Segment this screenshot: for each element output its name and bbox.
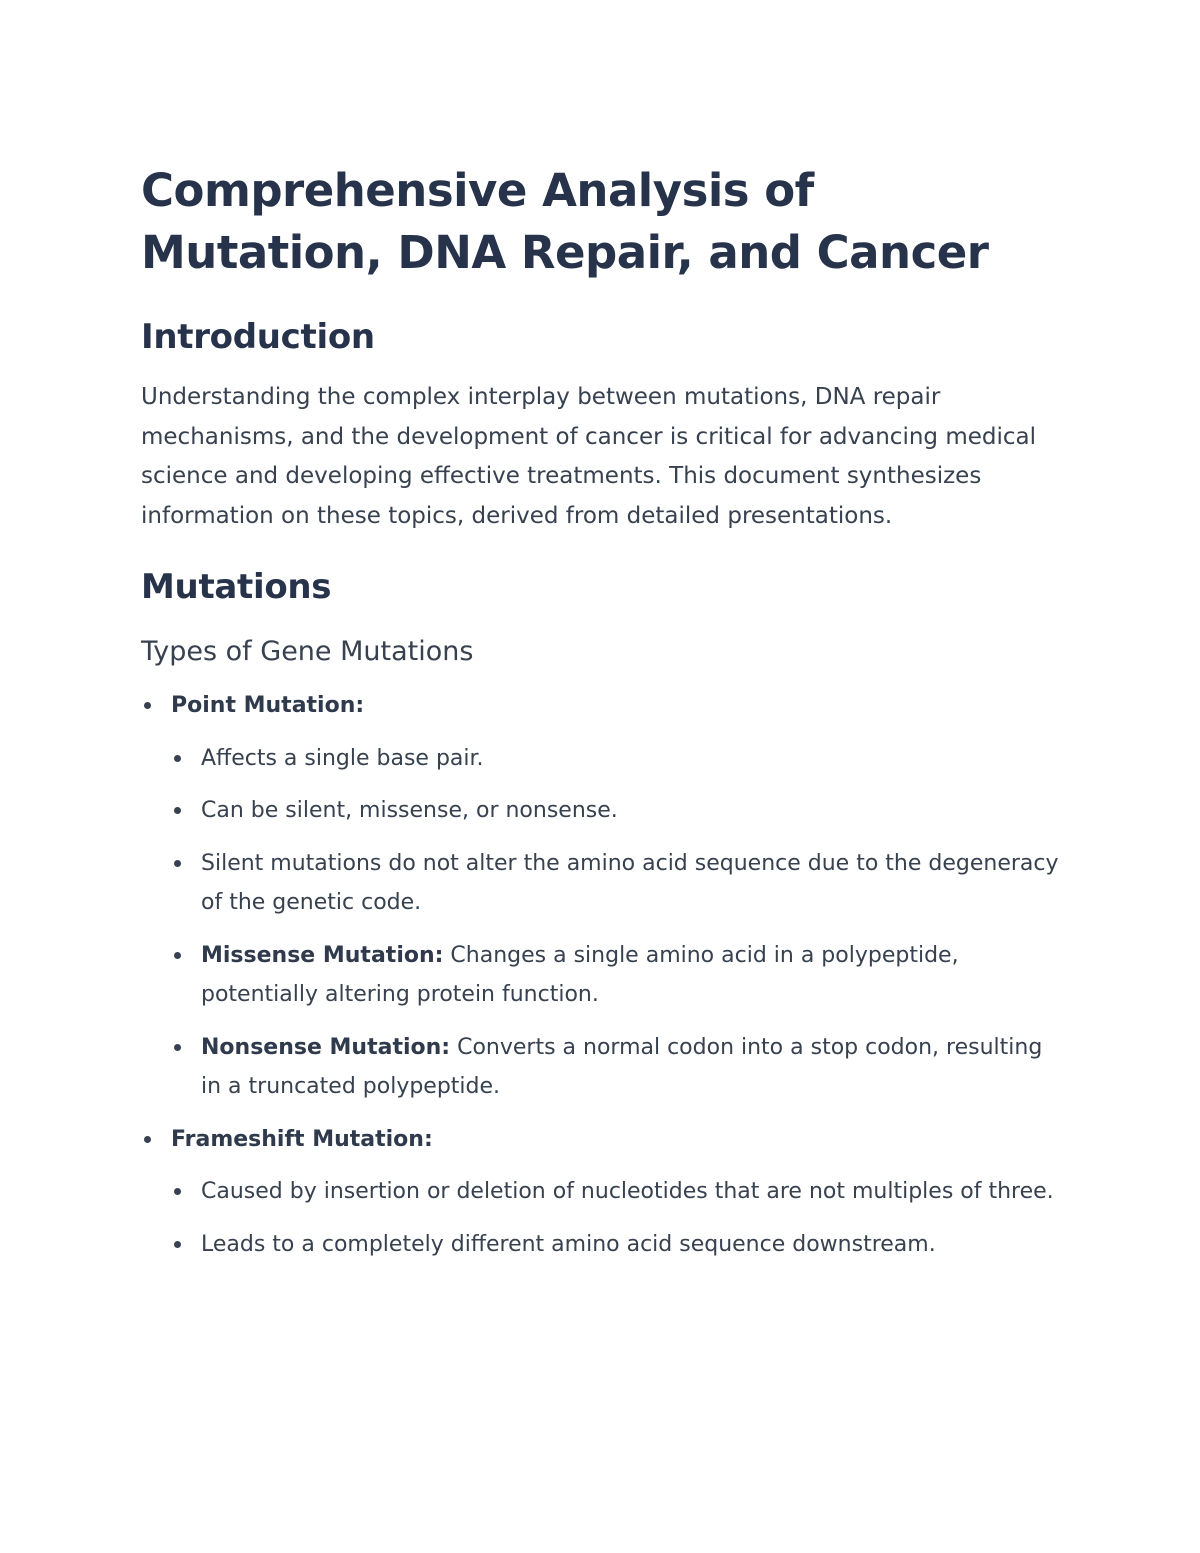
point-mutation-details	[171, 739, 1061, 1107]
bullet-dot	[144, 1136, 151, 1143]
bullet-dot	[174, 860, 181, 867]
bullet-dot	[174, 755, 181, 762]
list-item-text: Silent mutations do not alter the amino acid sequence due to the degeneracy of the genetic code.	[201, 850, 1059, 915]
list-item-text: Leads to a completely different amino acid sequence downstream.	[201, 1231, 936, 1257]
frameshift-mutation-item	[141, 1120, 1061, 1265]
nonsense-mutation-label: Nonsense Mutation:	[201, 1034, 451, 1060]
mutation-types-list	[141, 686, 1061, 1264]
bullet-dot	[144, 702, 151, 709]
list-item	[171, 739, 1061, 779]
point-mutation-label: Point Mutation:	[171, 693, 365, 718]
introduction-paragraph: Understanding the complex interplay between mutations, DNA repair mechanisms, and the development of cancer is critical for advancing medical science and developing effective treatments. This document synthesizes information on these topics, derived from detailed presentations.	[141, 384, 1037, 529]
point-mutation-item	[141, 686, 1061, 1107]
list-item	[171, 1225, 1061, 1265]
bullet-dot	[174, 952, 181, 959]
nonsense-mutation-text: Converts a normal codon into a stop codon, resulting in a truncated polypeptide.	[201, 1034, 1043, 1099]
mutations-heading: Mutations	[141, 567, 332, 607]
introduction-heading: Introduction	[141, 317, 375, 357]
bullet-dot	[174, 1241, 181, 1248]
missense-mutation-label: Missense Mutation:	[201, 942, 444, 968]
bullet-dot	[174, 1188, 181, 1195]
missense-mutation-text: Changes a single amino acid in a polypeptide, potentially altering protein function.	[201, 942, 959, 1007]
list-item	[171, 1172, 1061, 1212]
missense-mutation-item	[171, 936, 1061, 1015]
gene-mutation-types-subheading: Types of Gene Mutations	[141, 636, 474, 667]
list-item-text: Can be silent, missense, or nonsense.	[201, 798, 618, 823]
list-item	[171, 791, 1061, 831]
list-item-text: Affects a single base pair.	[201, 745, 484, 771]
document-title: Comprehensive Analysis of Mutation, DNA Repair, and Cancer	[141, 164, 989, 279]
frameshift-mutation-label: Frameshift Mutation:	[171, 1126, 433, 1152]
list-item	[171, 844, 1061, 923]
document-page	[141, 160, 1061, 1264]
list-item-text: Caused by insertion or deletion of nucleotides that are not multiples of three.	[201, 1179, 1054, 1204]
bullet-dot	[174, 1044, 181, 1051]
bullet-dot	[174, 807, 181, 814]
nonsense-mutation-item	[171, 1028, 1061, 1107]
frameshift-mutation-details	[171, 1172, 1061, 1264]
